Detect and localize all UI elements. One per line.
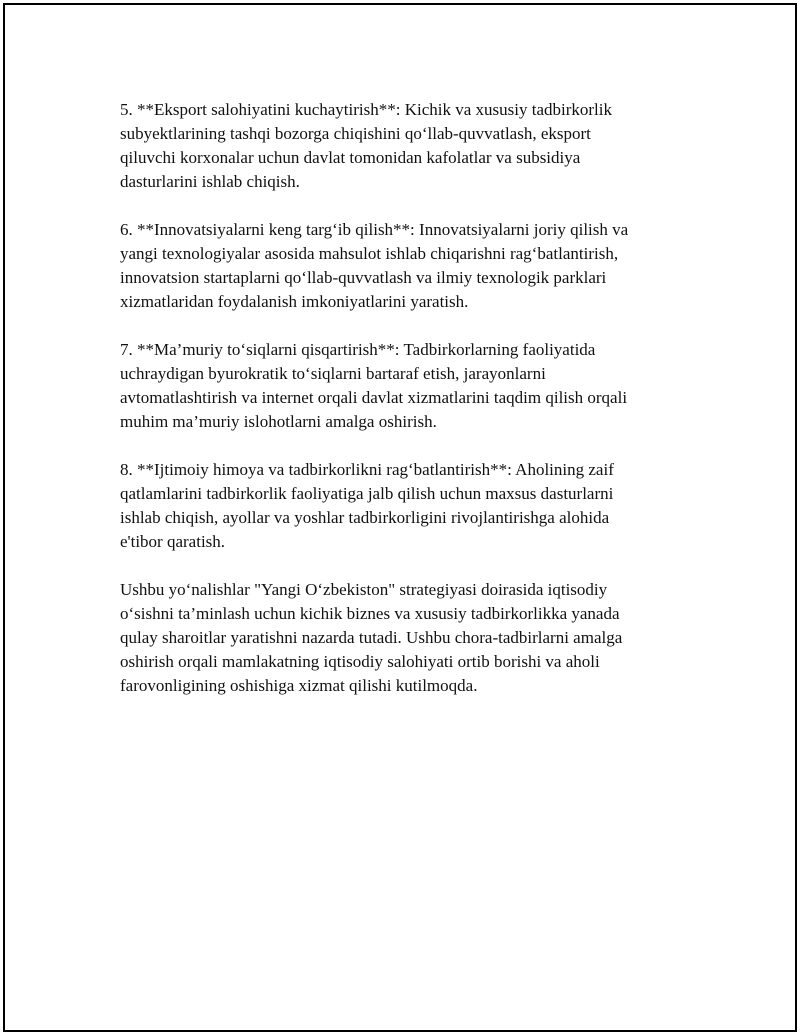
paragraph-conclusion: Ushbu yo‘nalishlar "Yangi O‘zbekiston" strategiyasi doirasida iqtisodiy o‘sishni ta’minlash uchun kichik biznes va xususiy tadbirkorlikka yanada qulay sharoitlar yaratishni nazarda tutadi. Ushbu chora-tadbirlarni amalga oshirish orqali mamlakatning iqtisodiy salohiyati ortib borishi va aholi farovonligining oshishiga xizmat qilishi kutilmoqda. [120, 580, 623, 695]
document-page [3, 3, 797, 1032]
document-body [120, 98, 680, 722]
paragraph-export-potential: 5. **Eksport salohiyatini kuchaytirish**: Kichik va xususiy tadbirkorlik subyektlarining tashqi bozorga chiqishini qo‘llab-quvvatlash, eksport qiluvchi korxonalar uchun davlat tomonidan kafolatlar va subsidiya dasturlarini ishlab chiqish. [120, 100, 612, 191]
paragraph-social-protection: 8. **Ijtimoiy himoya va tadbirkorlikni rag‘batlantirish**: Aholining zaif qatlamlarini tadbirkorlik faoliyatiga jalb qilish uchun maxsus dasturlarni ishlab chiqish, ayollar va yoshlar tadbirkorligini rivojlantirishga alohida e'tibor qaratish. [120, 460, 614, 551]
paragraph-innovation: 6. **Innovatsiyalarni keng targ‘ib qilish**: Innovatsiyalarni joriy qilish va yangi texnologiyalar asosida mahsulot ishlab chiqarishni rag‘batlantirish, innovatsion startaplarni qo‘llab-quvvatlash va ilmiy texnologik parklari xizmatlaridan foydalanish imkoniyatlarini yaratish. [120, 220, 629, 311]
paragraph-administrative-barriers: 7. **Ma’muriy to‘siqlarni qisqartirish**: Tadbirkorlarning faoliyatida uchraydigan byurokratik to‘siqlarni bartaraf etish, jarayonlarni avtomatlashtirish va internet orqali davlat xizmatlarini taqdim qilish orqali muhim ma’muriy islohotlarni amalga oshirish. [120, 340, 628, 431]
